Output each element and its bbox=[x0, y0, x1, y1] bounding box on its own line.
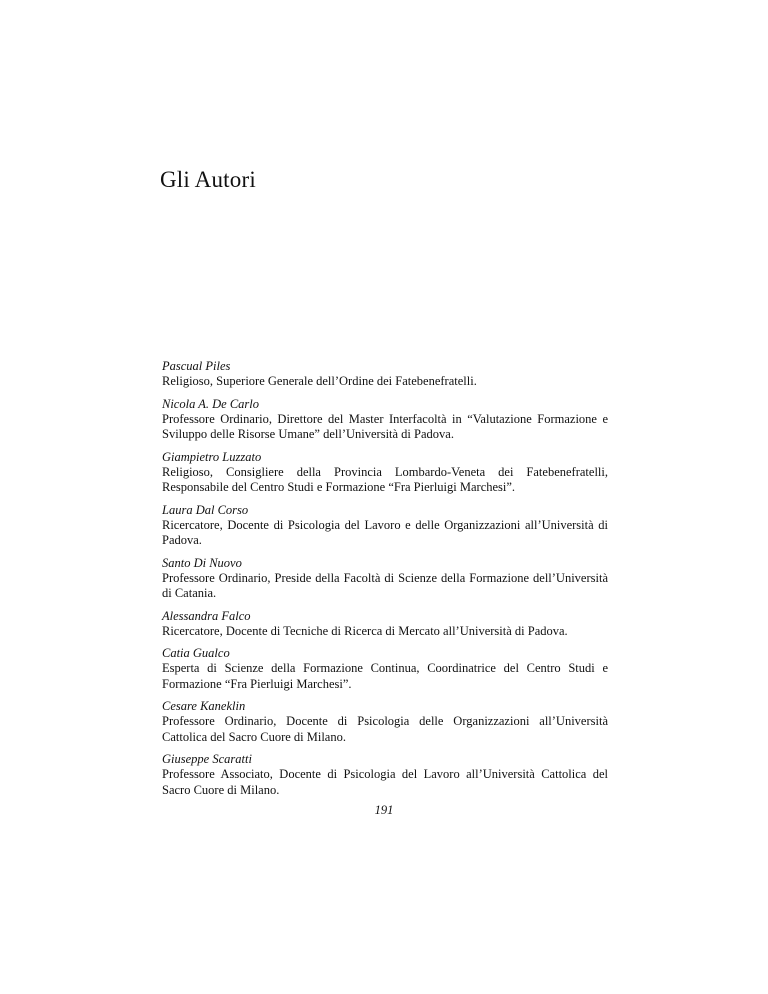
author-name: Cesare Kaneklin bbox=[162, 699, 246, 713]
author-name: Catia Gualco bbox=[162, 646, 230, 660]
author-name: Laura Dal Corso bbox=[162, 502, 249, 517]
author-list bbox=[162, 359, 608, 805]
author-description: Professore Associato, Docente di Psicologia del Lavoro all’Università Cattolica del Sacro Cuore di Milano. bbox=[162, 767, 608, 797]
author-entry bbox=[162, 646, 608, 692]
author-entry bbox=[162, 556, 608, 602]
author-description: Ricercatore, Docente di Tecniche di Ricerca di Mercato all’Università di Padova. bbox=[162, 623, 568, 638]
author-description: Religioso, Superiore Generale dell’Ordine dei Fatebenefratelli. bbox=[162, 374, 477, 388]
author-name: Pascual Piles bbox=[162, 359, 231, 373]
author-name: Giampietro Luzzato bbox=[162, 449, 262, 464]
author-description: Esperta di Scienze della Formazione Continua, Coordinatrice del Centro Studi e Formazione “Fra Pierluigi Marchesi”. bbox=[162, 661, 608, 691]
author-entry bbox=[162, 699, 608, 745]
page-title: Gli Autori bbox=[160, 167, 256, 192]
author-entry bbox=[162, 503, 608, 549]
author-name: Nicola A. De Carlo bbox=[162, 396, 259, 411]
author-entry bbox=[162, 397, 608, 443]
author-entry bbox=[162, 359, 608, 390]
author-description: Religioso, Consigliere della Provincia Lombardo-Veneta dei Fatebenefratelli, Responsabile del Centro Studi e Formazione “Fra Pierluigi Marchesi”. bbox=[162, 464, 608, 494]
author-entry bbox=[162, 752, 608, 798]
author-name: Santo Di Nuovo bbox=[162, 555, 242, 570]
author-entry bbox=[162, 450, 608, 496]
author-description: Professore Ordinario, Preside della Facoltà di Scienze della Formazione dell’Università di Catania. bbox=[162, 570, 608, 600]
author-name: Giuseppe Scaratti bbox=[162, 752, 252, 766]
author-entry bbox=[162, 609, 608, 640]
author-name: Alessandra Falco bbox=[162, 608, 251, 623]
page-number: 191 bbox=[374, 803, 394, 817]
author-description: Ricercatore, Docente di Psicologia del Lavoro e delle Organizzazioni all’Università di Padova. bbox=[162, 517, 608, 547]
author-description: Professore Ordinario, Docente di Psicologia delle Organizzazioni all’Università Cattolica del Sacro Cuore di Milano. bbox=[162, 714, 608, 744]
author-description: Professore Ordinario, Direttore del Master Interfacoltà in “Valutazione Formazione e Sviluppo delle Risorse Umane” dell’Università di Padova. bbox=[162, 411, 608, 441]
